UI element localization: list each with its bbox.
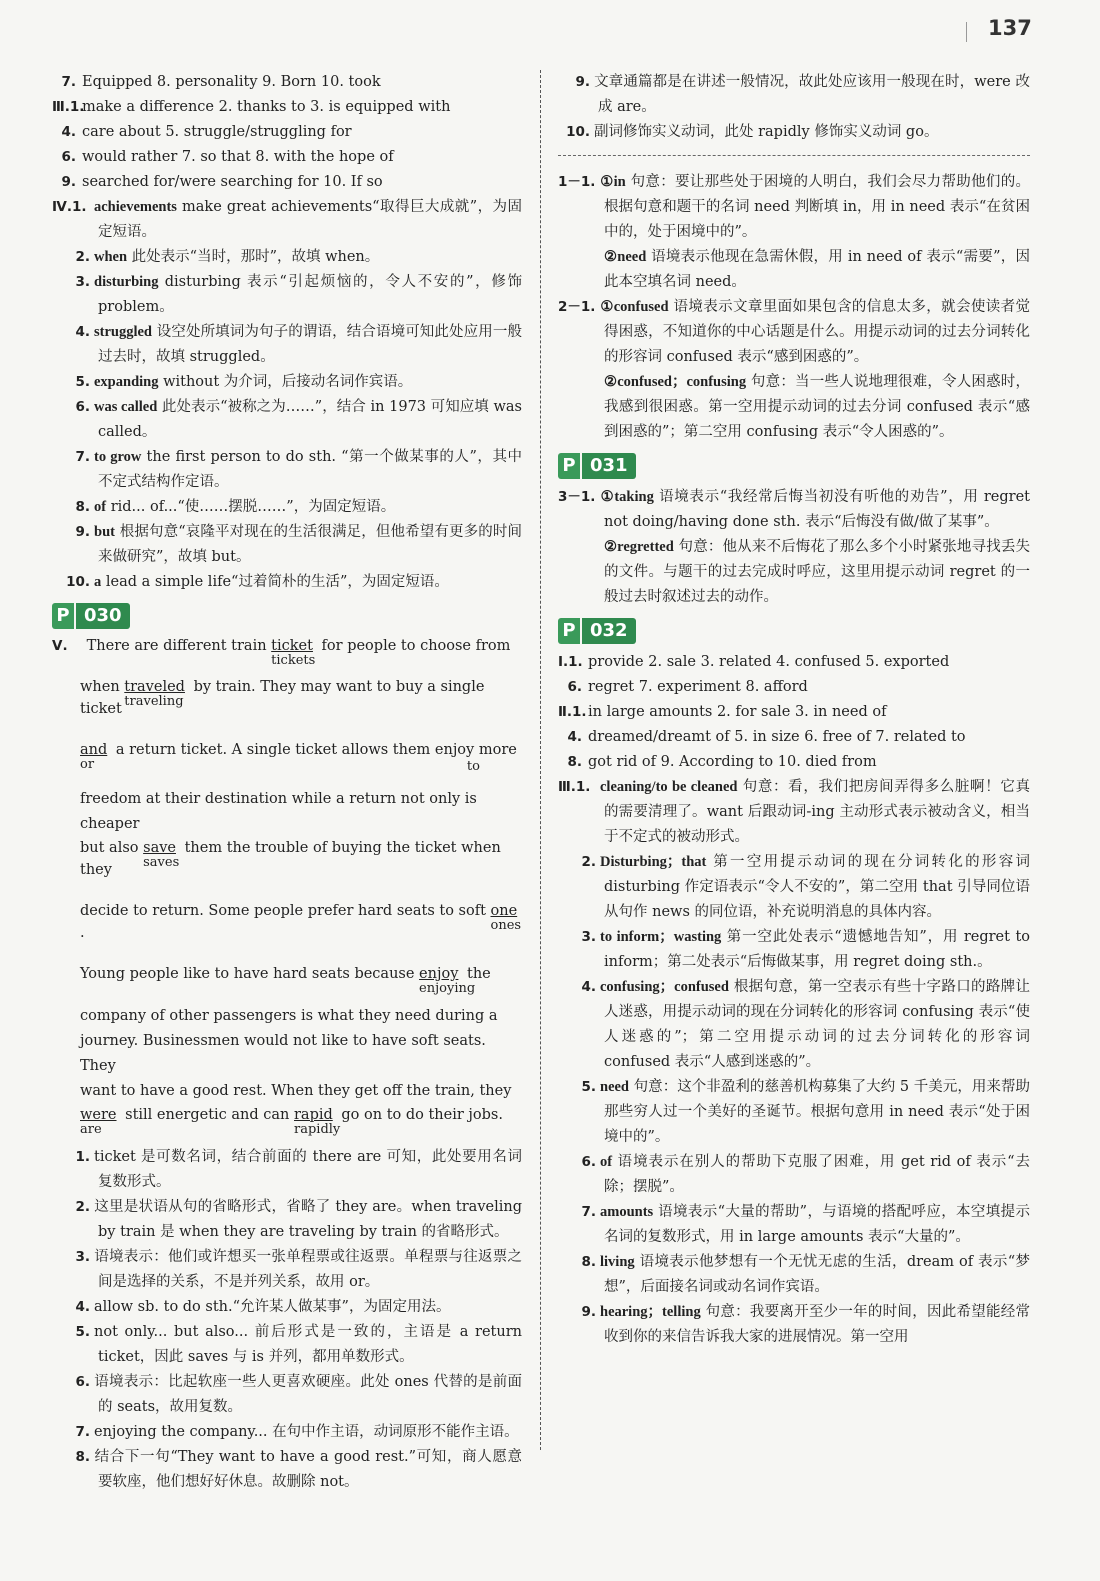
item-number: 10.: [566, 124, 590, 140]
explanation-item: [558, 925, 1030, 975]
explanation-text: 句意：他从来不后悔花了那么多个小时紧张地寻找丢失的文件。与题干的过去完成时呼应，这里用提示动词 regret 的一般过去时叙述过去的动作。: [604, 539, 1030, 605]
item-number: 5.: [581, 1079, 596, 1095]
passage-notes: [52, 1145, 522, 1495]
badge-p-label: P: [558, 453, 580, 479]
answer-text: ②regretted: [604, 539, 674, 555]
item-text: Equipped 8. personality 9. Born 10. took: [82, 74, 381, 90]
item-number: 4.: [75, 324, 90, 340]
item-number: 8.: [75, 1449, 90, 1465]
badge-number: 032: [582, 618, 636, 644]
passage-text: go on to do their jobs.: [336, 1107, 503, 1123]
explanation-item: [52, 370, 522, 395]
explanation-text: 语境表示“大量的帮助”，与语境的搭配呼应，本空填提示名词的复数形式，用 in large amounts 表示“大量的”。: [604, 1204, 1030, 1245]
item-number: 7.: [75, 1424, 90, 1440]
section-badge-032: [558, 618, 636, 644]
item-number: 4.: [581, 979, 596, 995]
item-number: Ⅲ.1.: [52, 99, 85, 115]
answer-text: hearing；telling: [600, 1304, 701, 1320]
answer-text: to grow: [94, 449, 142, 465]
explanation-item: [52, 320, 522, 370]
answer-text: was called: [94, 399, 158, 415]
section-badge-031: [558, 453, 636, 479]
note-item: [52, 1320, 522, 1370]
passage-text: but also: [80, 840, 144, 856]
passage-text: Young people like to have hard seats because: [80, 966, 420, 982]
explanation-text: 语境表示他梦想有一个无忧无虑的生活，dream of 表示“梦想”，后面接名词或动名词作宾语。: [604, 1254, 1030, 1295]
item-number: 2.: [75, 249, 90, 265]
answer-line: [52, 95, 522, 120]
note-item: [52, 1245, 522, 1295]
item-number: 5.: [75, 374, 90, 390]
answer-list-032: [558, 650, 1030, 775]
item-number: 5.: [75, 1324, 90, 1340]
explanation-item: [52, 495, 522, 520]
item-number: Ⅰ.1.: [558, 654, 583, 670]
explanation-text: make great achievements“取得巨大成就”，为固定短语。: [98, 199, 522, 240]
explanation-text: 语境表示在别人的帮助下克服了困难，用 get rid of 表示“去除；摆脱”。: [604, 1154, 1030, 1195]
answer-line: [52, 145, 522, 170]
answer-text: struggled: [94, 324, 152, 340]
explanation-item: [558, 1075, 1030, 1150]
explanation-item: [558, 485, 1030, 535]
passage-text: a return ticket. A single ticket allows them enjoy more: [111, 742, 517, 758]
explanation-item: [558, 1150, 1030, 1200]
explanation-item: [558, 370, 1030, 445]
explanation-text: 根据句意“哀隆平对现在的生活很满足，但他希望有更多的时间来做研究”，故填 but。: [98, 524, 522, 565]
note-item: [52, 1370, 522, 1420]
answer-text: Disturbing；that: [600, 854, 707, 870]
answer-line: [52, 170, 522, 195]
correction-mark: ticket tickets: [271, 638, 316, 668]
answer-text: ②confused；confusing: [604, 374, 747, 390]
answer-line: [558, 700, 1030, 725]
note-item: [52, 1195, 522, 1245]
explanation-item: [52, 570, 522, 595]
correction-mark: and or: [80, 742, 108, 772]
explanation-text: allow sb. to do sth.“允许某人做某事”，为固定用法。: [94, 1299, 451, 1315]
item-number: 1－1.: [558, 174, 596, 190]
item-number: 8.: [567, 754, 582, 770]
section-badge-030: [52, 603, 130, 629]
item-number: Ⅳ.1.: [52, 199, 87, 215]
explanation-item: [558, 1200, 1030, 1250]
column-divider: [540, 70, 541, 1450]
item-number: 1.: [75, 1149, 90, 1165]
answer-line: [52, 120, 522, 145]
item-number: 9.: [581, 1304, 596, 1320]
item-text: make a difference 2. thanks to 3. is equipped with: [82, 99, 451, 115]
explanation-item: [558, 1250, 1030, 1300]
passage-text: freedom at their destination while a return not only is cheaper: [80, 791, 477, 832]
answer-text: to inform；wasting: [600, 929, 722, 945]
passage-text: when: [80, 679, 125, 695]
explanation-item: [52, 195, 522, 245]
section-divider: [558, 155, 1030, 156]
explanation-text: 设空处所填词为句子的谓语，结合语境可知此处应用一般过去时，故填 struggled。: [98, 324, 522, 365]
explanation-item: [558, 775, 1030, 850]
answer-text: amounts: [600, 1204, 654, 1220]
item-number: 9.: [75, 524, 90, 540]
item-text: in large amounts 2. for sale 3. in need of: [588, 704, 887, 720]
explanation-text: the first person to do sth. “第一个做某事的人”，其中不定式结构作定语。: [98, 449, 523, 490]
answer-text: ①confused: [600, 299, 669, 315]
explanation-text: 语境表示：比起软座一些人更喜欢硬座。此处 ones 代替的是前面的 seats，故用复数。: [94, 1374, 522, 1415]
passage-text: company of other passengers is what they need during a: [80, 1008, 498, 1024]
item-number: 8.: [75, 499, 90, 515]
passage-text: decide to return. Some people prefer hard seats to soft: [80, 903, 491, 919]
answer-text: of: [94, 499, 107, 515]
explanation-text: 句意：我要离开至少一年的时间，因此希望能经常收到你的来信告诉我大家的进展情况。第一空用: [604, 1304, 1030, 1345]
note-item: [52, 1145, 522, 1195]
item-text: regret 7. experiment 8. afford: [588, 679, 808, 695]
explanation-item: [558, 245, 1030, 295]
explanation-item: [558, 535, 1030, 610]
item-number: 2－1.: [558, 299, 596, 315]
answer-text: achievements: [94, 199, 177, 215]
explanation-text: 语境表示：他们或许想买一张单程票或往返票。单程票与往返票之间是选择的关系，不是并列关系，故用 or。: [94, 1249, 522, 1290]
item-number: 8.: [581, 1254, 596, 1270]
answer-line: [558, 675, 1030, 700]
badge-p-label: P: [558, 618, 580, 644]
correction-mark: rapid rapidly: [294, 1107, 341, 1137]
explanation-text: disturbing 表示“引起烦恼的，令人不安的”，修饰 problem。: [98, 274, 522, 315]
explanation-text: not only... but also... 前后形式是一致的，主语是 a return ticket，因此 saves 与 is 并列，都用单数形式。: [94, 1324, 522, 1365]
explanation-text: 句意：这个非盈利的慈善机构募集了大约 5 千美元，用来帮助那些穷人过一个美好的圣诞节。根据句意用 in need 表示“处于困境中的”。: [604, 1079, 1030, 1145]
item-number: Ⅲ.1.: [558, 779, 591, 795]
explanation-item: [558, 1300, 1030, 1350]
explanation-item: [558, 975, 1030, 1075]
badge-number: 030: [76, 603, 130, 629]
left-column: [52, 70, 522, 1495]
section-3-explanations: [558, 775, 1030, 1350]
explanation-text: 此处表示“被称之为……”，结合 in 1973 可知应填 was called。: [98, 399, 522, 440]
correction-mark: one ones: [490, 903, 522, 933]
explanation-item: [52, 520, 522, 570]
answer-text: need: [600, 1079, 629, 1095]
passage-text: still energetic and can: [120, 1107, 294, 1123]
item-text: searched for/were searching for 10. If so: [82, 174, 383, 190]
section-5-label: Ⅴ.: [52, 638, 68, 654]
explanation-text: 语境表示文章里面如果包含的信息太多，就会使读者觉得困惑，不知道你的中心话题是什么。用提示动词的过去分词转化的形容词 confused 表示“感到困惑的”。: [604, 299, 1030, 365]
explanation-text: 第一空此处表示“遗憾地告知”，用 regret to inform；第二处表示“后悔做某事，用 regret doing sth.。: [604, 929, 1030, 970]
item-number: 3.: [75, 274, 90, 290]
explanation-text: 第一空用提示动词的现在分词转化的形容词 disturbing 作定语表示“令人不安的”，第二空用 that 引导同位语从句作 news 的同位语，补充说明消息的具体内容。: [604, 854, 1030, 920]
note-item: [52, 1295, 522, 1320]
item-number: 6.: [75, 399, 90, 415]
item-number: 6.: [567, 679, 582, 695]
note-item: [558, 70, 1030, 120]
passage-notes-continued: [558, 70, 1030, 145]
item-number: 2.: [75, 1199, 90, 1215]
answer-line: [52, 70, 522, 95]
group-1-explanations: [558, 170, 1030, 445]
group-2-explanations: [558, 485, 1030, 610]
note-item: [558, 120, 1030, 145]
answer-text: when: [94, 249, 128, 265]
passage-text: want to have a good rest. When they get off the train, they: [80, 1083, 512, 1099]
explanation-text: 文章通篇都是在讲述一般情况，故此处应该用一般现在时，were 改成 are。: [594, 74, 1030, 115]
item-number: 10.: [66, 574, 90, 590]
item-text: provide 2. sale 3. related 4. confused 5. exported: [588, 654, 950, 670]
correction-passage: Ⅴ. There are different train ticket tickets for people to choose from when traveled traveling by train. They may want to buy a single ticket and or a return ticket. A single ticket allows them enjoy more to freedom at their destination while a return not only is cheaper but also save saves them the trouble of buying the ticket when they decide to return. Some people prefer hard seats to soft one ones . Young people like to have hard seats because enjoy enjoying the company of other passengers is what they need during a journey. Businessmen would not like to have soft seats. They want to have a good rest. When they get off the train, they were are still energetic and can rapid rapidly go on to do their jobs.: [52, 635, 522, 1145]
item-number: 3.: [581, 929, 596, 945]
answer-line: [558, 750, 1030, 775]
item-number: 4.: [61, 124, 76, 140]
answer-line: [558, 725, 1030, 750]
item-text: got rid of 9. According to 10. died from: [588, 754, 877, 770]
item-number: 2.: [581, 854, 596, 870]
answer-text: confusing；confused: [600, 979, 729, 995]
item-number: 4.: [567, 729, 582, 745]
explanation-text: lead a simple life“过着简朴的生活”，为固定短语。: [101, 574, 449, 590]
note-item: [52, 1445, 522, 1495]
explanation-text: 句意：看，我们把房间弄得多么脏啊！它真的需要清理了。want 后跟动词-ing 主动形式表示被动含义，相当于不定式的被动形式。: [604, 779, 1031, 845]
explanation-text: 根据句意，第一空表示有些十字路口的路牌让人迷惑，用提示动词的现在分词转化的形容词 confusing 表示“使人迷惑的”；第二空用提示动词的过去分词转化的形容词 confused 表示“人感到迷惑的”。: [604, 979, 1030, 1070]
item-number: 7.: [75, 449, 90, 465]
item-number: 4.: [75, 1299, 90, 1315]
item-number: 9.: [61, 174, 76, 190]
passage-text: for people to choose from: [316, 638, 511, 654]
explanation-text: 语境表示“我经常后悔当初没有听他的劝告”，用 regret not doing/having done sth. 表示“后悔没有做/做了某事”。: [604, 489, 1030, 530]
item-text: care about 5. struggle/struggling for: [82, 124, 352, 140]
explanation-item: [52, 245, 522, 270]
passage-text: the: [462, 966, 491, 982]
section-4-answers: [52, 195, 522, 595]
explanation-text: 这里是状语从句的省略形式，省略了 they are。when traveling by train 是 when they are traveling by train 的省略形式。: [94, 1199, 522, 1240]
explanation-text: 此处表示“当时，那时”，故填 when。: [127, 249, 380, 265]
passage-text: .: [80, 925, 85, 941]
explanation-item: [558, 295, 1030, 370]
item-number: 3－1.: [558, 489, 596, 505]
passage-text: journey. Businessmen would not like to have soft seats. They: [80, 1033, 486, 1074]
passage-text: There are different train: [86, 638, 272, 654]
explanation-item: [558, 170, 1030, 245]
answer-text: but: [94, 524, 115, 540]
explanation-text: without 为介词，后接动名词作宾语。: [158, 374, 413, 390]
explanation-text: rid... of...“使……摆脱……”，为固定短语。: [106, 499, 396, 515]
item-number: Ⅱ.1.: [558, 704, 587, 720]
badge-number: 031: [582, 453, 636, 479]
item-number: 6.: [75, 1374, 90, 1390]
explanation-text: 结合下一句“They want to have a good rest.”可知，商人愿意要软座，他们想好好休息。故删除 not。: [94, 1449, 522, 1490]
explanation-item: [52, 395, 522, 445]
passage-text: them the trouble of buying the ticket when they: [80, 840, 501, 878]
explanation-text: 副词修饰实义动词，此处 rapidly 修饰实义动词 go。: [594, 124, 939, 140]
right-column: [558, 70, 1030, 1350]
header-rule: [966, 22, 967, 42]
item-number: 7.: [61, 74, 76, 90]
answer-text: ①in: [600, 174, 626, 190]
answer-text: living: [600, 1254, 635, 1270]
explanation-text: 语境表示他现在急需休假，用 in need of 表示“需要”，因此本空填名词 need。: [604, 249, 1030, 290]
explanation-text: 句意：要让那些处于困境的人明白，我们会尽力帮助他们的。根据句意和题干的名词 need 判断填 in，用 in need 表示“在贫困中的，处于困境中的”。: [604, 174, 1030, 240]
correction-mark: enjoy enjoying: [419, 966, 476, 996]
page-number: 137: [988, 16, 1032, 40]
answer-text: a: [94, 574, 102, 590]
answer-text: ②need: [604, 249, 647, 265]
explanation-item: [52, 445, 522, 495]
note-item: [52, 1420, 522, 1445]
badge-p-label: P: [52, 603, 74, 629]
answer-line: [558, 650, 1030, 675]
item-number: 7.: [581, 1204, 596, 1220]
item-number: 6.: [61, 149, 76, 165]
answer-text: expanding: [94, 374, 159, 390]
item-text: dreamed/dreamt of 5. in size 6. free of 7. related to: [588, 729, 966, 745]
explanation-item: [52, 270, 522, 320]
correction-mark: traveled traveling: [124, 679, 185, 709]
item-text: would rather 7. so that 8. with the hope of: [82, 149, 394, 165]
answer-text: of: [600, 1154, 613, 1170]
explanation-text: 句意：当一些人说地理很难，令人困惑时，我感到很困惑。第一空用提示动词的过去分词 confused 表示“感到困惑的”；第二空用 confusing 表示“令人困惑的”。: [604, 374, 1031, 440]
answer-text: disturbing: [94, 274, 159, 290]
answer-text: ①taking: [600, 489, 654, 505]
explanation-text: ticket 是可数名词，结合前面的 there are 可知，此处要用名词复数形式。: [94, 1149, 522, 1190]
correction-mark: save saves: [143, 840, 180, 870]
item-number: 6.: [581, 1154, 596, 1170]
correction-mark: were are: [80, 1107, 117, 1137]
answer-text: cleaning/to be cleaned: [600, 779, 738, 795]
explanation-item: [558, 850, 1030, 925]
item-number: 3.: [75, 1249, 90, 1265]
explanation-text: enjoying the company... 在句中作主语，动词原形不能作主语。: [94, 1424, 519, 1440]
passage-text: by train. They may want to buy a single ticket: [80, 679, 485, 717]
item-number: 9.: [575, 74, 590, 90]
answer-list-top: [52, 70, 522, 195]
